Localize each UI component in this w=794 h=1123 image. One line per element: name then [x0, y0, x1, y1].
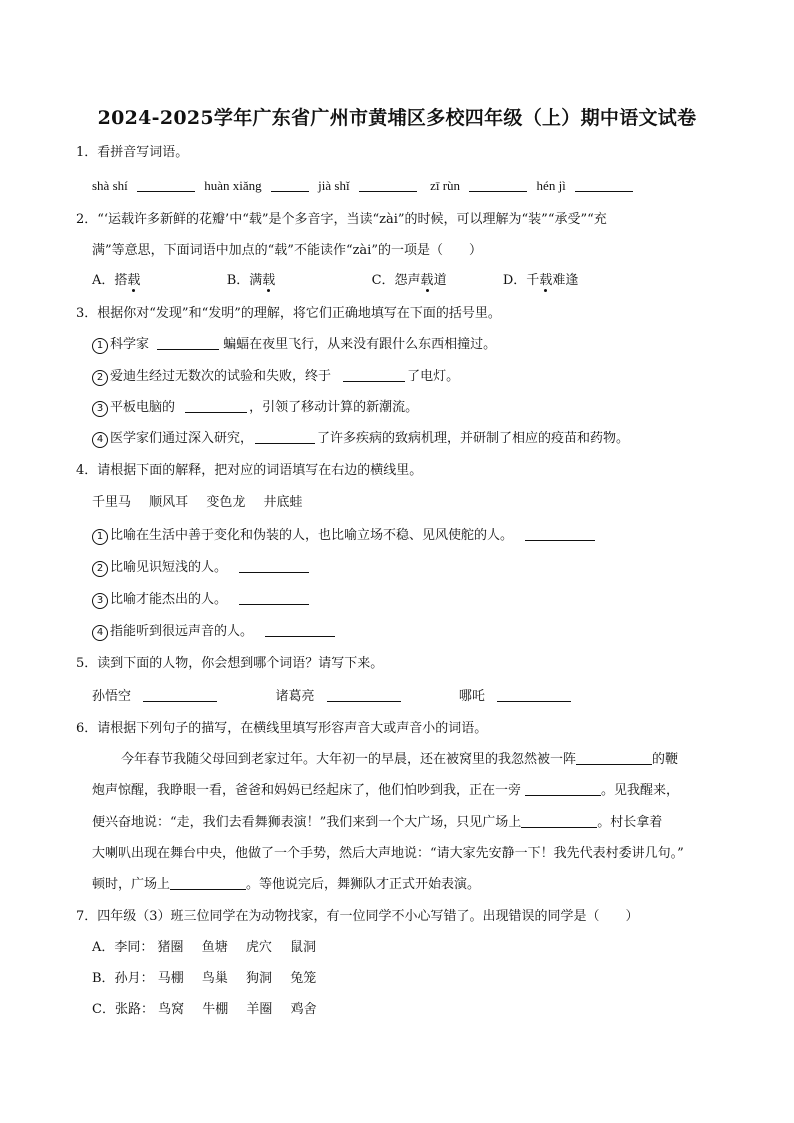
question-5-stem — [76, 655, 383, 673]
character-name: 诸葛亮 — [275, 689, 315, 704]
option-c[interactable]: C．怨声载道 — [371, 273, 447, 288]
question-6-passage-line-1: 今年春节我随父母回到老家过年。大年初一的早晨，还在被窝里的我忽然被一阵 的鞭 — [121, 752, 679, 767]
option-a[interactable]: A．搭载 — [92, 273, 141, 288]
question-number: 1． — [76, 145, 98, 160]
question-4-item-2: 2 比喻见识短浅的人。 — [92, 559, 309, 577]
question-1-pinyin-row — [92, 177, 633, 195]
answer-blank[interactable] — [359, 178, 417, 192]
question-number: 3． — [76, 306, 98, 321]
circled-number: 1 — [92, 338, 108, 354]
circled-number: 4 — [92, 625, 108, 641]
question-number: 5． — [76, 656, 98, 671]
question-number: 7． — [76, 909, 98, 924]
pinyin-item: huàn xiǎng — [204, 178, 262, 193]
question-3-item-4: 4 医学家们通过深入研究， 了许多疾病的致病机理，并研制了相应的疫苗和药物。 — [92, 430, 629, 448]
question-3-stem — [76, 305, 501, 323]
question-number: 2． — [76, 212, 98, 227]
question-1-stem — [76, 144, 188, 162]
question-5-names — [92, 688, 571, 706]
question-text: “‘运载许多新鲜的花瓣’中“载”是个多音字，当读“zài”的时候，可以理解为“装”“承受”“充 — [97, 212, 607, 227]
question-text: 请根据下列句子的描写，在横线里填写形容声音大或声音小的词语。 — [97, 721, 488, 736]
question-3-item-1: 1 科学家 蝙蝠在夜里飞行，从来没有跟什么东西相撞过。 — [92, 336, 496, 354]
pinyin-item: shà shí — [92, 178, 128, 193]
answer-blank[interactable] — [575, 178, 633, 192]
exam-title: 2024-2025学年广东省广州市黄埔区多校四年级（上）期中语文试卷 — [97, 107, 697, 129]
answer-blank[interactable] — [521, 814, 597, 828]
answer-blank[interactable] — [170, 876, 246, 890]
question-2-line-2: 满”等意思，下面词语中加点的“载”不能读作“zài”的一项是（ ） — [92, 243, 482, 258]
question-4-item-3: 3 比喻才能杰出的人。 — [92, 591, 309, 609]
question-3-item-3: 3 平板电脑的 ，引领了移动计算的新潮流。 — [92, 399, 418, 417]
question-6-passage-line-5: 顿时，广场上 。等他说完后，舞狮队才正式开始表演。 — [92, 877, 481, 892]
question-7-stem — [76, 908, 639, 926]
pinyin-item: hén jì — [536, 178, 566, 193]
pinyin-item: jià shǐ — [318, 178, 350, 193]
answer-blank[interactable] — [239, 559, 309, 573]
question-text: 四年级（3）班三位同学在为动物找家，有一位同学不小心写错了。出现错误的同学是（ ） — [97, 909, 639, 924]
question-7-option-b[interactable]: B．孙月： 马棚 鸟巢 狗洞 兔笼 — [92, 971, 317, 986]
character-name: 哪吒 — [458, 689, 485, 704]
circled-number: 4 — [92, 432, 108, 448]
question-6-passage-line-3: 便兴奋地说：“走，我们去看舞狮表演！”我们来到一个大广场，只见广场上 。村长拿着 — [92, 815, 663, 830]
circled-number: 3 — [92, 593, 108, 609]
answer-blank[interactable] — [343, 368, 405, 382]
question-4-item-1: 1 比喻在生活中善于变化和伪装的人，也比喻立场不稳、见风使舵的人。 — [92, 527, 595, 545]
question-4-word-bank — [92, 494, 302, 512]
question-7-option-c[interactable]: C．张路： 鸟窝 牛棚 羊圈 鸡舍 — [92, 1002, 317, 1017]
option-b[interactable]: B．满载 — [226, 273, 276, 288]
answer-blank[interactable] — [143, 688, 217, 702]
question-4-stem — [76, 462, 422, 480]
option-d[interactable]: D．千载难逢 — [502, 273, 579, 288]
answer-blank[interactable] — [327, 688, 401, 702]
question-number: 4． — [76, 463, 98, 478]
word-bank-item: 井底蛙 — [263, 495, 303, 510]
question-text: 根据你对“发现”和“发明”的理解，将它们正确地填写在下面的括号里。 — [97, 306, 501, 321]
question-6-passage-line-4: 大喇叭出现在舞台中央，他做了一个手势，然后大声地说：“请大家先安静一下！我先代表村委讲几句。” — [92, 846, 684, 861]
answer-blank[interactable] — [185, 399, 247, 413]
circled-number: 2 — [92, 370, 108, 386]
question-3-item-2: 2 爱迪生经过无数次的试验和失败，终于 了电灯。 — [92, 368, 459, 386]
word-bank-item: 千里马 — [92, 495, 132, 510]
answer-blank[interactable] — [576, 751, 652, 765]
word-bank-item: 变色龙 — [206, 495, 246, 510]
answer-blank[interactable] — [525, 527, 595, 541]
question-2-line-1 — [76, 211, 607, 229]
question-7-option-a[interactable]: A．李同： 猪圈 鱼塘 虎穴 鼠洞 — [92, 940, 317, 955]
question-text: 看拼音写词语。 — [97, 145, 189, 160]
pinyin-item: zī rùn — [430, 178, 461, 193]
answer-blank[interactable] — [469, 178, 527, 192]
question-2-options — [92, 272, 578, 290]
question-text: 读到下面的人物，你会想到哪个词语？请写下来。 — [97, 656, 384, 671]
circled-number: 1 — [92, 529, 108, 545]
question-number: 6． — [76, 721, 98, 736]
question-6-passage-line-2: 炮声惊醒，我睁眼一看，爸爸和妈妈已经起床了，他们怕吵到我，正在一旁 。见我醒来， — [92, 783, 680, 798]
character-name: 孙悟空 — [92, 689, 132, 704]
answer-blank[interactable] — [157, 336, 219, 350]
circled-number: 3 — [92, 401, 108, 417]
answer-blank[interactable] — [239, 591, 309, 605]
answer-blank[interactable] — [255, 430, 315, 444]
question-text: 请根据下面的解释，把对应的词语填写在右边的横线里。 — [97, 463, 423, 478]
question-6-stem — [76, 720, 487, 738]
answer-blank[interactable] — [271, 178, 309, 192]
question-4-item-4: 4 指能听到很远声音的人。 — [92, 623, 335, 641]
answer-blank[interactable] — [265, 623, 335, 637]
word-bank-item: 顺风耳 — [149, 495, 189, 510]
circled-number: 2 — [92, 561, 108, 577]
answer-blank[interactable] — [497, 688, 571, 702]
answer-blank[interactable] — [137, 178, 195, 192]
answer-blank[interactable] — [525, 782, 601, 796]
